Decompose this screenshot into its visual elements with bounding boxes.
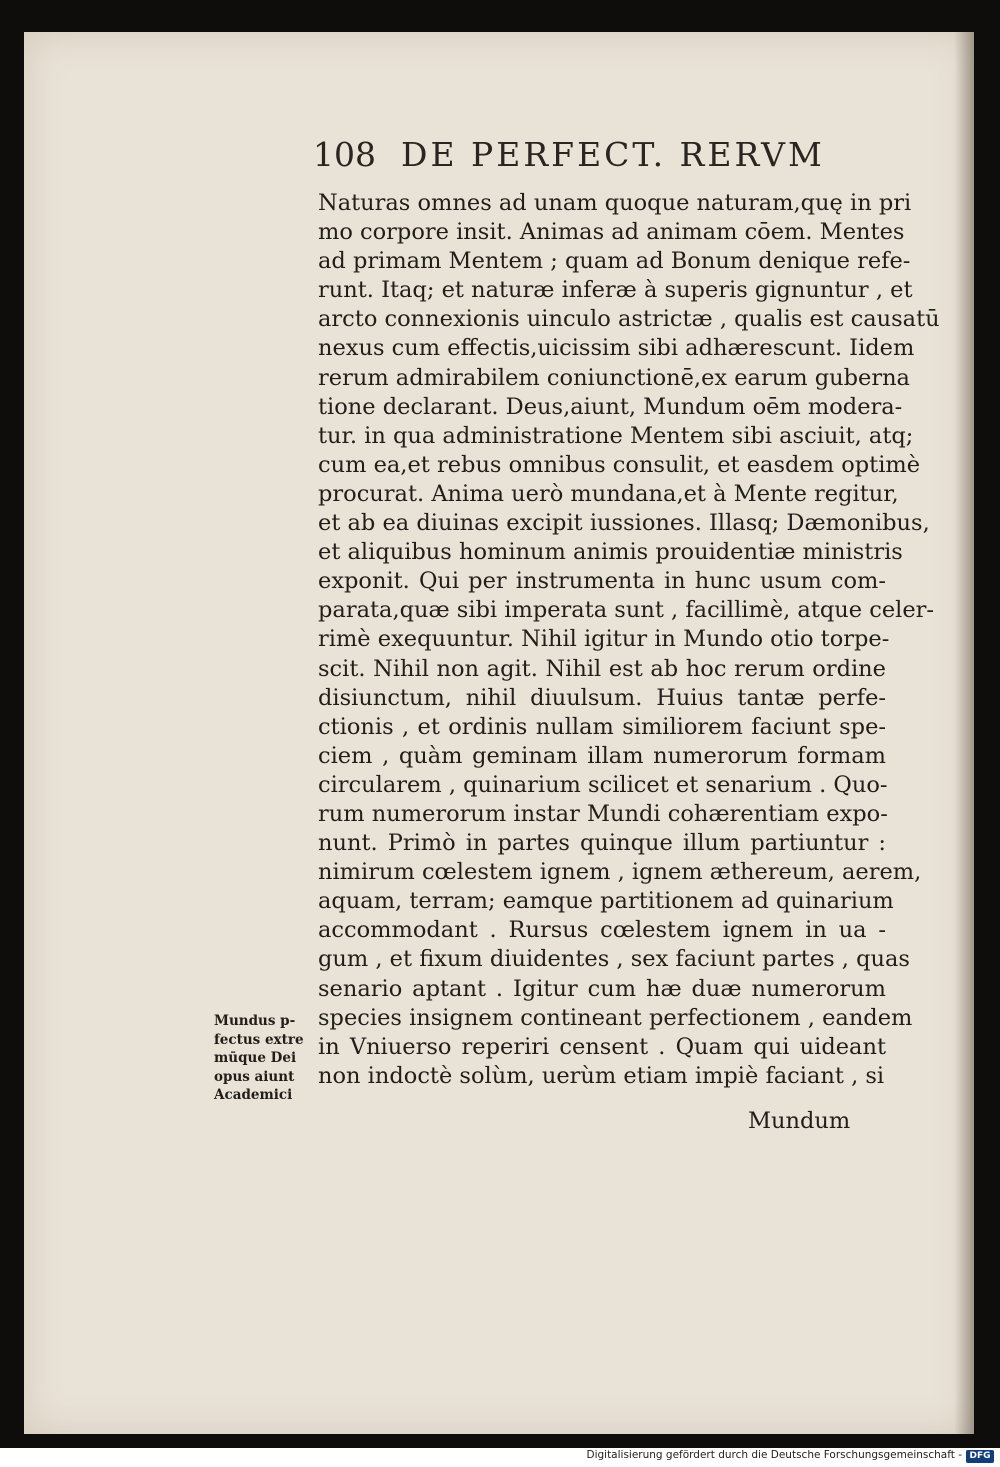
margin-note [214, 1012, 312, 1105]
text-line: arcto connexionis uinculo astrictæ , qualis est causatū [318, 306, 940, 333]
text-line: tur. in qua administratione Mentem sibi asciuit, atq; [318, 422, 914, 449]
text-line: et ab ea diuinas excipit iussiones. Illasq; Dæmonibus, [318, 510, 930, 537]
text-line: species insignem contineant perfectionem , eandem [318, 1004, 913, 1031]
text-line: Naturas omnes ad unam quoque naturam,quę in pri [318, 190, 912, 216]
catchword: Mundum [748, 1108, 851, 1134]
text-line: circularem , quinarium scilicet et senarium . Quo- [318, 771, 888, 798]
text-line: rerum admirabilem coniunctionē,ex earum guberna [318, 364, 910, 391]
text-line: ciem , quàm geminam illam numerorum formam [318, 742, 886, 769]
text-line: gum , et fixum diuidentes , sex faciunt partes , quas [318, 946, 910, 973]
text-line: ctionis , et ordinis nullam similiorem faciunt spe- [318, 713, 886, 740]
text-line: scit. Nihil non agit. Nihil est ab hoc rerum ordine [318, 655, 886, 682]
text-line: nexus cum effectis,uicissim sibi adhærescunt. Iidem [318, 335, 915, 362]
text-line: rimè exequuntur. Nihil igitur in Mundo otio torpe- [318, 626, 890, 653]
margin-note-line: mūque Dei [214, 1050, 297, 1066]
page-number: 108 [313, 135, 376, 174]
margin-note-line: Mundus p- [214, 1013, 296, 1029]
text-line: senario aptant . Igitur cum hæ duæ numerorum [318, 975, 886, 1002]
text-line: runt. Itaq; et naturæ inferæ à superis gignuntur , et [318, 277, 913, 304]
text-line: disiunctum, nihil diuulsum. Huius tantæ perfe- [318, 684, 886, 711]
text-line: exponit. Qui per instrumenta in hunc usum com- [318, 568, 886, 595]
body-text [318, 189, 940, 1091]
text-line: cum ea,et rebus omnibus consulit, et easdem optimè [318, 451, 921, 478]
text-line: non indoctè solùm, uerùm etiam impiè faciant , si [318, 1062, 885, 1089]
text-line: accommodant . Rursus cœlestem ignem in ua - [318, 917, 886, 944]
text-line: parata,quæ sibi imperata sunt , facillimè, atque celer- [318, 597, 935, 624]
text-line: aquam, terram; eamque partitionem ad quinarium [318, 888, 894, 915]
text-line: tione declarant. Deus,aiunt, Mundum oēm modera- [318, 393, 903, 420]
funding-credit: Digitalisierung gefördert durch die Deutsche Forschungsgemeinschaft - [586, 1449, 962, 1461]
running-header [313, 135, 873, 179]
margin-note-line: fectus extre [214, 1031, 304, 1048]
text-line: ad primam Mentem ; quam ad Bonum denique refe- [318, 248, 911, 275]
text-line: rum numerorum instar Mundi cohærentiam expo- [318, 800, 888, 827]
margin-note-line: Academici [214, 1087, 293, 1103]
text-line: procurat. Anima uerò mundana,et à Mente regitur, [318, 480, 899, 507]
footer-bar [0, 1448, 1000, 1467]
text-line: in Vniuerso reperiri censent . Quam qui uideant [318, 1033, 886, 1060]
text-line: nimirum cœlestem ignem , ignem æthereum, aerem, [318, 859, 922, 886]
text-line: nunt. Primò in partes quinque illum partiuntur : [318, 830, 886, 857]
dfg-logo: DFG [966, 1450, 994, 1463]
text-line: et aliquibus hominum animis prouidentiæ ministris [318, 539, 903, 566]
text-line: mo corpore insit. Animas ad animam cōem. Mentes [318, 219, 905, 246]
page-edge-shadow [954, 32, 974, 1434]
margin-note-line: opus aiunt [214, 1068, 295, 1085]
running-title: DE PERFECT. RERVM [401, 135, 825, 174]
